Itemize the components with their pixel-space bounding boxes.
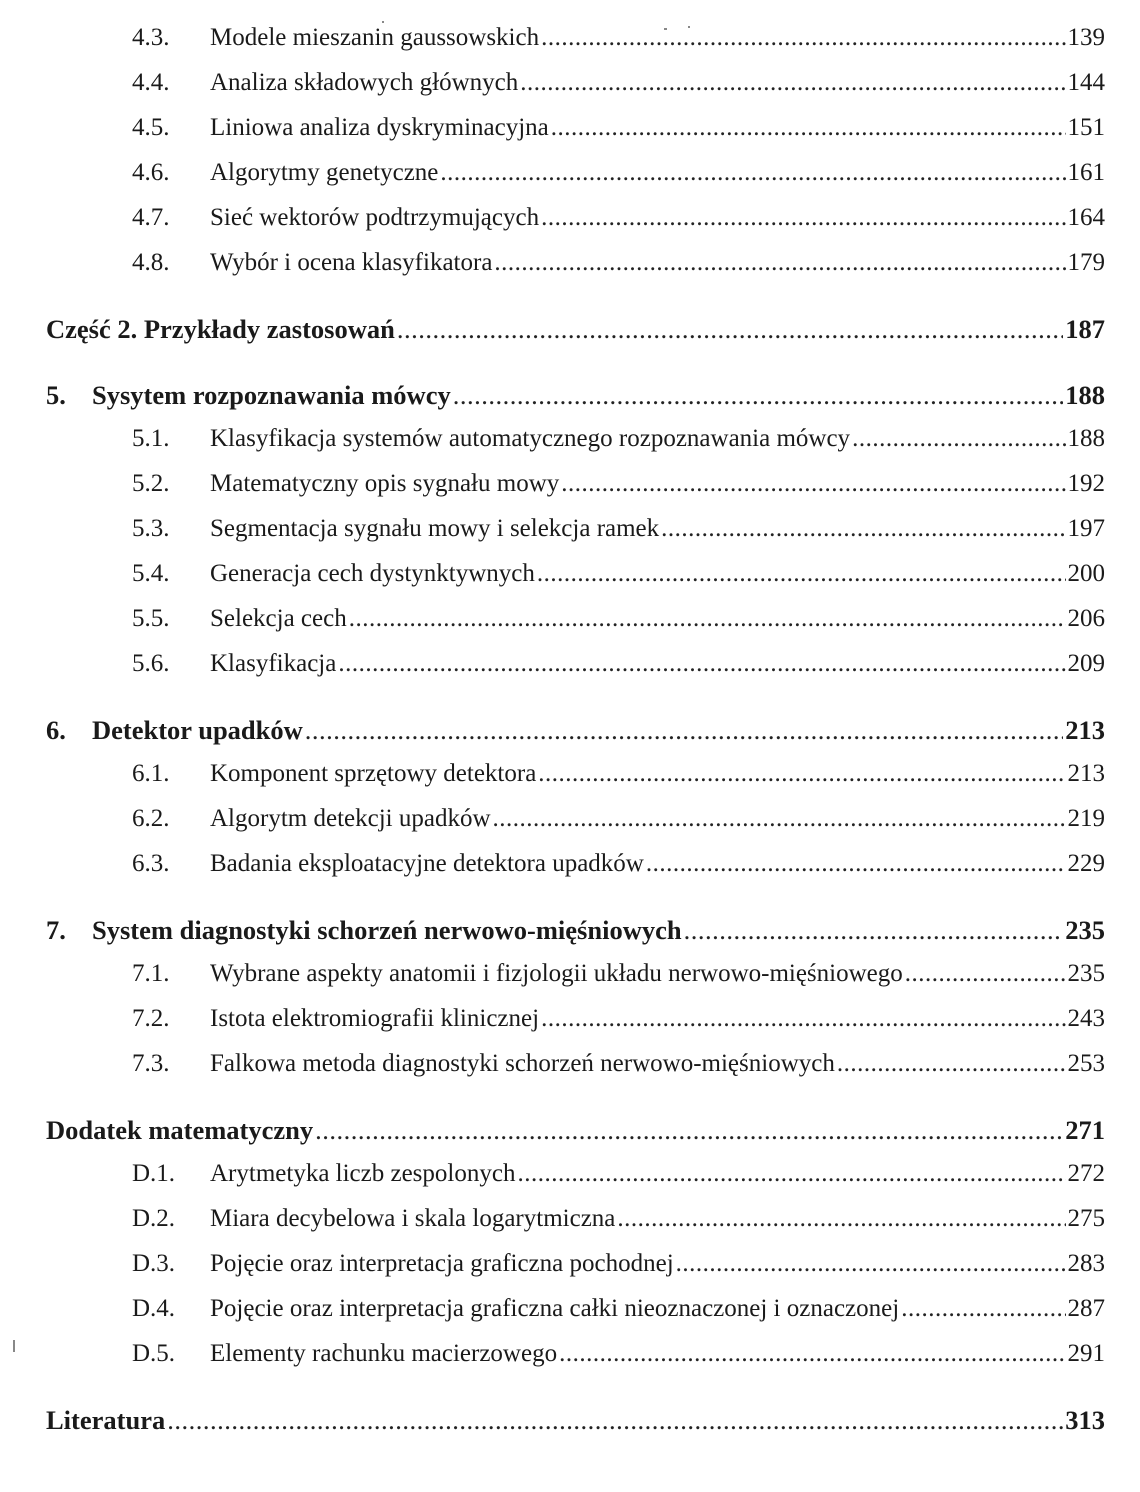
toc-section-entry [132, 1160, 1105, 1188]
toc-entry-number: 5.6. [132, 650, 170, 677]
toc-entry-title: Matematyczny opis sygnału mowy [210, 470, 560, 497]
toc-entry-page: 287 [1067, 1295, 1105, 1322]
toc-entry-page: 235 [1065, 915, 1105, 945]
dot-leader [541, 24, 1065, 52]
dot-leader [541, 204, 1065, 232]
toc-entry-number: 7.3. [132, 1050, 170, 1077]
dot-leader [551, 114, 1066, 142]
toc-section-entry [132, 425, 1105, 453]
toc-entry-title: Elementy rachunku macierzowego [210, 1340, 558, 1367]
toc-entry-title: System diagnostyki schorzeń nerwowo-mięśniowych [92, 915, 682, 945]
toc-section-entry [132, 1295, 1105, 1323]
toc-chapter-entry [46, 1115, 1105, 1146]
toc-entry-title: Segmentacja sygnału mowy i selekcja ramek [210, 515, 660, 542]
dot-leader [561, 470, 1065, 498]
toc-entry-page: 206 [1067, 605, 1105, 632]
toc-entry-title: Algorytmy genetyczne [210, 159, 439, 186]
toc-entry-title: Część 2. Przykłady zastosowań [46, 314, 395, 344]
dot-leader [661, 515, 1065, 543]
toc-chapter-entry [46, 915, 1105, 946]
toc-chapter-entry [46, 1405, 1105, 1436]
toc-entry-title: Generacja cech dystynktywnych [210, 560, 535, 587]
dot-leader [453, 380, 1064, 411]
toc-entry-page: 283 [1067, 1250, 1105, 1277]
dot-leader [538, 760, 1065, 788]
dot-leader [537, 560, 1066, 588]
toc-entry-number: 4.3. [132, 24, 170, 51]
toc-entry-title: Detektor upadków [92, 715, 303, 745]
toc-entry-page: 313 [1065, 1405, 1105, 1435]
toc-entry-number: 6.1. [132, 760, 170, 787]
toc-entry-page: 151 [1067, 114, 1105, 141]
toc-section-entry [132, 1205, 1105, 1233]
toc-entry-title: Wybrane aspekty anatomii i fizjologii układu nerwowo-mięśniowego [210, 960, 903, 987]
toc-entry-title: Klasyfikacja systemów automatycznego rozpoznawania mówcy [210, 425, 851, 452]
dot-leader [440, 159, 1065, 187]
toc-entry-number: D.3. [132, 1250, 176, 1277]
toc-entry-number: 4.4. [132, 69, 170, 96]
toc-section-entry [132, 650, 1105, 678]
toc-section-entry [132, 805, 1105, 833]
dot-leader [676, 1250, 1066, 1278]
toc-entry-number: 5.4. [132, 560, 170, 587]
toc-section-entry [132, 24, 1105, 52]
dot-leader [338, 650, 1065, 678]
toc-section-entry [132, 605, 1105, 633]
toc-entry-title: Miara decybelowa i skala logarytmiczna [210, 1205, 616, 1232]
toc-entry-title: Wybór i ocena klasyfikatora [210, 249, 493, 276]
toc-section-entry [132, 850, 1105, 878]
dot-leader [397, 314, 1063, 345]
toc-section-entry [132, 204, 1105, 232]
toc-entry-page: 200 [1067, 560, 1105, 587]
toc-entry-number: 4.7. [132, 204, 170, 231]
toc-section-entry [132, 470, 1105, 498]
scan-speck [13, 1340, 15, 1352]
toc-section-entry [132, 159, 1105, 187]
toc-entry-number: 7. [46, 915, 66, 945]
toc-chapter-entry [46, 314, 1105, 345]
toc-entry-number: 6.3. [132, 850, 170, 877]
toc-entry-number: D.1. [132, 1160, 176, 1187]
dot-leader [901, 1295, 1065, 1323]
toc-entry-title: Komponent sprzętowy detektora [210, 760, 537, 787]
toc-entry-title: Algorytm detekcji upadków [210, 805, 491, 832]
toc-entry-page: 209 [1067, 650, 1105, 677]
toc-entry-number: 5.5. [132, 605, 170, 632]
scan-speck [688, 26, 690, 28]
toc-entry-title: Badania eksploatacyjne detektora upadków [210, 850, 644, 877]
dot-leader [493, 805, 1066, 833]
toc-entry-number: 7.1. [132, 960, 170, 987]
toc-entry-page: 229 [1067, 850, 1105, 877]
toc-chapter-entry [46, 715, 1105, 746]
toc-entry-title: Liniowa analiza dyskryminacyjna [210, 114, 549, 141]
toc-section-entry [132, 69, 1105, 97]
toc-entry-page: 219 [1067, 805, 1105, 832]
toc-entry-page: 235 [1067, 960, 1105, 987]
toc-entry-title: Modele mieszanin gaussowskich [210, 24, 540, 51]
toc-entry-page: 213 [1067, 760, 1105, 787]
toc-entry-number: D.5. [132, 1340, 176, 1367]
dot-leader [617, 1205, 1065, 1233]
toc-entry-page: 139 [1067, 24, 1105, 51]
toc-entry-number: D.2. [132, 1205, 176, 1232]
toc-entry-page: 243 [1067, 1005, 1105, 1032]
toc-entry-page: 187 [1065, 314, 1105, 344]
toc-entry-page: 164 [1067, 204, 1105, 231]
dot-leader [905, 960, 1066, 988]
toc-entry-title: Sysytem rozpoznawania mówcy [92, 380, 451, 410]
toc-entry-page: 272 [1067, 1160, 1105, 1187]
dot-leader [494, 249, 1065, 277]
toc-entry-title: Selekcja cech [210, 605, 347, 632]
dot-leader [684, 915, 1064, 946]
dot-leader [315, 1115, 1063, 1146]
toc-entry-title: Falkowa metoda diagnostyki schorzeń nerwowo-mięśniowych [210, 1050, 835, 1077]
dot-leader [305, 715, 1063, 746]
toc-entry-page: 213 [1065, 715, 1105, 745]
toc-entry-page: 192 [1067, 470, 1105, 497]
dot-leader [520, 69, 1065, 97]
toc-entry-number: 5.2. [132, 470, 170, 497]
toc-entry-page: 188 [1065, 380, 1105, 410]
toc-entry-number: 4.8. [132, 249, 170, 276]
toc-section-entry [132, 1050, 1105, 1078]
toc-entry-number: 4.5. [132, 114, 170, 141]
toc-section-entry [132, 515, 1105, 543]
toc-entry-page: 253 [1067, 1050, 1105, 1077]
toc-entry-title: Sieć wektorów podtrzymujących [210, 204, 540, 231]
toc-entry-number: 6.2. [132, 805, 170, 832]
toc-entry-page: 188 [1067, 425, 1105, 452]
toc-section-entry [132, 114, 1105, 142]
toc-entry-number: 5.1. [132, 425, 170, 452]
toc-entry-number: 6. [46, 715, 66, 745]
toc-section-entry [132, 1005, 1105, 1033]
toc-entry-page: 161 [1067, 159, 1105, 186]
toc-section-entry [132, 1250, 1105, 1278]
toc-section-entry [132, 249, 1105, 277]
toc-entry-title: Dodatek matematyczny [46, 1115, 314, 1145]
toc-entry-page: 197 [1067, 515, 1105, 542]
toc-entry-page: 179 [1067, 249, 1105, 276]
toc-entry-title: Arytmetyka liczb zespolonych [210, 1160, 516, 1187]
dot-leader [167, 1405, 1063, 1436]
toc-entry-page: 271 [1065, 1115, 1105, 1145]
dot-leader [349, 605, 1066, 633]
toc-entry-title: Pojęcie oraz interpretacja graficzna całki nieoznaczonej i oznaczonej [210, 1295, 900, 1322]
toc-entry-page: 275 [1067, 1205, 1105, 1232]
toc-entry-page: 144 [1067, 69, 1105, 96]
dot-leader [852, 425, 1065, 453]
toc-entry-page: 291 [1067, 1340, 1105, 1367]
toc-section-entry [132, 1340, 1105, 1368]
dot-leader [541, 1005, 1065, 1033]
toc-entry-title: Analiza składowych głównych [210, 69, 519, 96]
toc-entry-title: Pojęcie oraz interpretacja graficzna pochodnej [210, 1250, 674, 1277]
toc-entry-number: D.4. [132, 1295, 176, 1322]
dot-leader [837, 1050, 1066, 1078]
dot-leader [646, 850, 1066, 878]
toc-entry-number: 4.6. [132, 159, 170, 186]
toc-entry-number: 7.2. [132, 1005, 170, 1032]
scan-speck [382, 21, 384, 23]
scan-speck [664, 28, 667, 30]
toc-chapter-entry [46, 380, 1105, 411]
toc-entry-title: Istota elektromiografii klinicznej [210, 1005, 540, 1032]
toc-entry-number: 5. [46, 380, 66, 410]
toc-section-entry [132, 760, 1105, 788]
toc-section-entry [132, 560, 1105, 588]
toc-entry-title: Klasyfikacja [210, 650, 337, 677]
toc-entry-title: Literatura [46, 1405, 166, 1435]
dot-leader [559, 1340, 1065, 1368]
dot-leader [517, 1160, 1065, 1188]
toc-section-entry [132, 960, 1105, 988]
toc-entry-number: 5.3. [132, 515, 170, 542]
